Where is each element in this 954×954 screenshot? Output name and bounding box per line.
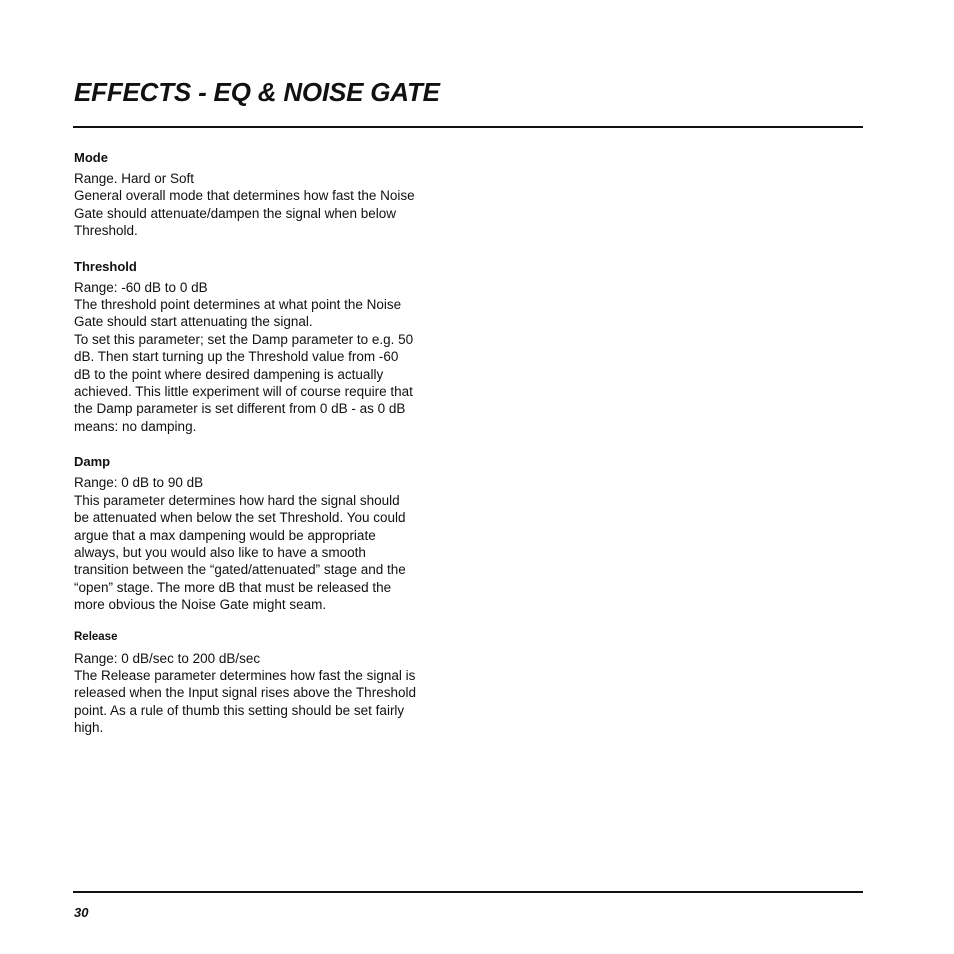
text-line: Range: 0 dB/sec to 200 dB/sec xyxy=(74,650,261,666)
text-line: This parameter determines how hard the signal should xyxy=(74,492,400,508)
text-line: To set this parameter; set the Damp parameter to e.g. 50 xyxy=(74,331,414,347)
footer-divider xyxy=(73,891,863,893)
text-line: released when the Input signal rises above the Threshold xyxy=(74,685,416,701)
text-line: the Damp parameter is set different from 0 dB - as 0 dB xyxy=(74,401,406,417)
section-body-mode xyxy=(74,170,449,240)
text-line: Range: 0 dB to 90 dB xyxy=(74,475,204,491)
text-line: “open” stage. The more dB that must be released the xyxy=(74,579,392,595)
page-number: 30 xyxy=(74,905,89,920)
text-line: dB to the point where desired dampening is actually xyxy=(74,366,384,382)
section-body-threshold xyxy=(74,279,449,436)
text-line: Threshold. xyxy=(74,223,138,239)
text-line: Range. Hard or Soft xyxy=(74,171,195,186)
text-line: dB. Then start turning up the Threshold value from -60 xyxy=(74,349,399,365)
text-line: transition between the “gated/attenuated” stage and the xyxy=(74,562,406,578)
text-line: means: no damping. xyxy=(74,418,197,434)
text-line: Gate should attenuate/dampen the signal when below xyxy=(74,205,396,221)
text-line: Range: -60 dB to 0 dB xyxy=(74,279,208,295)
text-line: Gate should start attenuating the signal. xyxy=(74,314,313,330)
section-heading-damp: Damp xyxy=(74,454,111,470)
section-release xyxy=(74,629,449,737)
text-line: achieved. This little experiment will of course require that xyxy=(74,384,413,400)
text-line: high. xyxy=(74,720,104,736)
text-line: argue that a max dampening would be appropriate xyxy=(74,527,376,543)
section-mode xyxy=(74,149,449,240)
text-line: more obvious the Noise Gate might seam. xyxy=(74,597,327,613)
main-content xyxy=(74,149,449,737)
section-damp xyxy=(74,453,449,613)
text-line: The threshold point determines at what point the Noise xyxy=(74,297,402,313)
text-line: The Release parameter determines how fast the signal is xyxy=(74,667,416,683)
text-line: be attenuated when below the set Threshold. You could xyxy=(74,510,406,526)
page-title: EFFECTS - EQ & NOISE GATE xyxy=(74,77,440,107)
section-threshold xyxy=(74,258,449,436)
text-line: point. As a rule of thumb this setting should be set fairly xyxy=(74,702,405,718)
text-line: always, but you would also like to have a smooth xyxy=(74,544,366,560)
text-line: General overall mode that determines how fast the Noise xyxy=(74,188,415,204)
section-body-damp xyxy=(74,474,449,613)
section-body-release xyxy=(74,650,449,737)
section-heading-release: Release xyxy=(74,630,118,643)
header-divider xyxy=(73,126,863,128)
section-heading-threshold: Threshold xyxy=(74,258,137,274)
section-heading-mode: Mode xyxy=(74,150,108,165)
